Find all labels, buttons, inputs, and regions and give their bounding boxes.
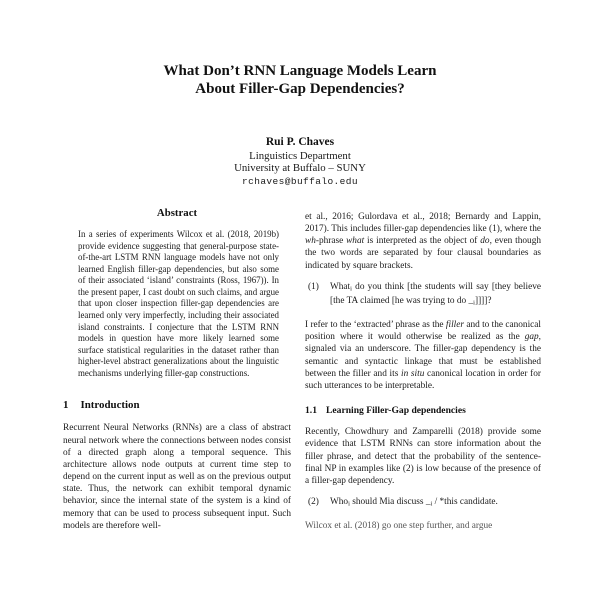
author-block: [0, 136, 600, 188]
abstract-body: In a series of experiments Wilcox et al. (2018, 2019b) provide evidence suggesting that general-purpose state-of-the-art LSTM RNN language models have not only learned English filler-gap dependencies, but also some of their associated ‘island’ constraints (Ross, 1967)). In the present paper, I cast doubt on such claims, and argue that upon closer inspection filler-gap dependencies are learned only very imperfectly, including their associated island constraints. I conjecture that the LSTM RNN models in question have more likely learned some surface statistical regularities in the dataset rather than higher-level abstract generalizations about the linguistic mechanisms underlying filler-gap constructions.: [78, 229, 279, 378]
section-heading-introduction: [63, 399, 291, 411]
author-email: rchaves@buffalo.edu: [242, 175, 358, 187]
example-1: [308, 281, 541, 310]
right-paragraph-1: et al., 2016; Gulordava et al., 2018; Bernardy and Lappin, 2017). This includes filler-gap dependencies like (1), where the wh-phrase what is interpreted as the object of do, even though the two words are separated by four clausal boundaries as indicated by square brackets.: [305, 212, 541, 271]
example-2-number: (2): [308, 496, 319, 507]
abstract-heading: Abstract: [156, 207, 198, 219]
author-university: University at Buffalo – SUNY: [234, 162, 366, 175]
paper-title-line2: About Filler-Gap Dependencies?: [195, 81, 405, 97]
right-paragraph-3: Recently, Chowdhury and Zamparelli (2018) provide some evidence that LSTM RNNs can store information about the filler phrase, and detect that the probability of the sentence-final NP in examples like (2) is low because of the presence of a filler-gap dependency.: [305, 427, 541, 486]
paper-title: [40, 62, 560, 98]
paper-title-line1: What Don’t RNN Language Models Learn: [163, 63, 437, 79]
subsection-heading-learning-filler-gap: [305, 405, 541, 417]
example-1-number: (1): [308, 281, 319, 292]
right-paragraph-2: I refer to the ‘extracted’ phrase as the filler and to the canonical position where it would otherwise be realized as the gap, signaled via an underscore. The filler-gap dependency is the semantic and syntactic linkage that must be established between the filler and its in situ canonical location in order for such utterances to be interpretable.: [305, 320, 541, 391]
author-name: Rui P. Chaves: [265, 136, 335, 148]
subsection-title: Learning Filler-Gap dependencies: [326, 405, 466, 417]
example-2: [308, 496, 541, 511]
example-2-text: Whoi should Mia discuss _i / *this candidate.: [330, 496, 498, 508]
subsection-number: 1.1: [305, 405, 317, 417]
example-1-text: Whati do you think [the students will say [they believe [the TA claimed [he was trying to do _i]]]]?: [330, 281, 541, 307]
clipped-bottom-line: Wilcox et al. (2018) go one step further, and argue: [305, 520, 493, 531]
right-column: [305, 211, 541, 531]
section-number: 1: [63, 399, 69, 412]
section-title: Introduction: [80, 399, 140, 412]
introduction-paragraph: Recurrent Neural Networks (RNNs) are a class of abstract neural network where the connections between nodes consist of a directed graph along a temporal sequence. This architecture allows node outputs at current time step to depend on the current input as well as on the previous output state. Thus, the network can exhibit temporal dynamic behavior, since the internal state of the system is a kind of memory that can be used to process subsequent input. Such models are therefore well-: [63, 423, 291, 531]
left-column: [63, 207, 291, 532]
author-department: Linguistics Department: [249, 149, 351, 162]
